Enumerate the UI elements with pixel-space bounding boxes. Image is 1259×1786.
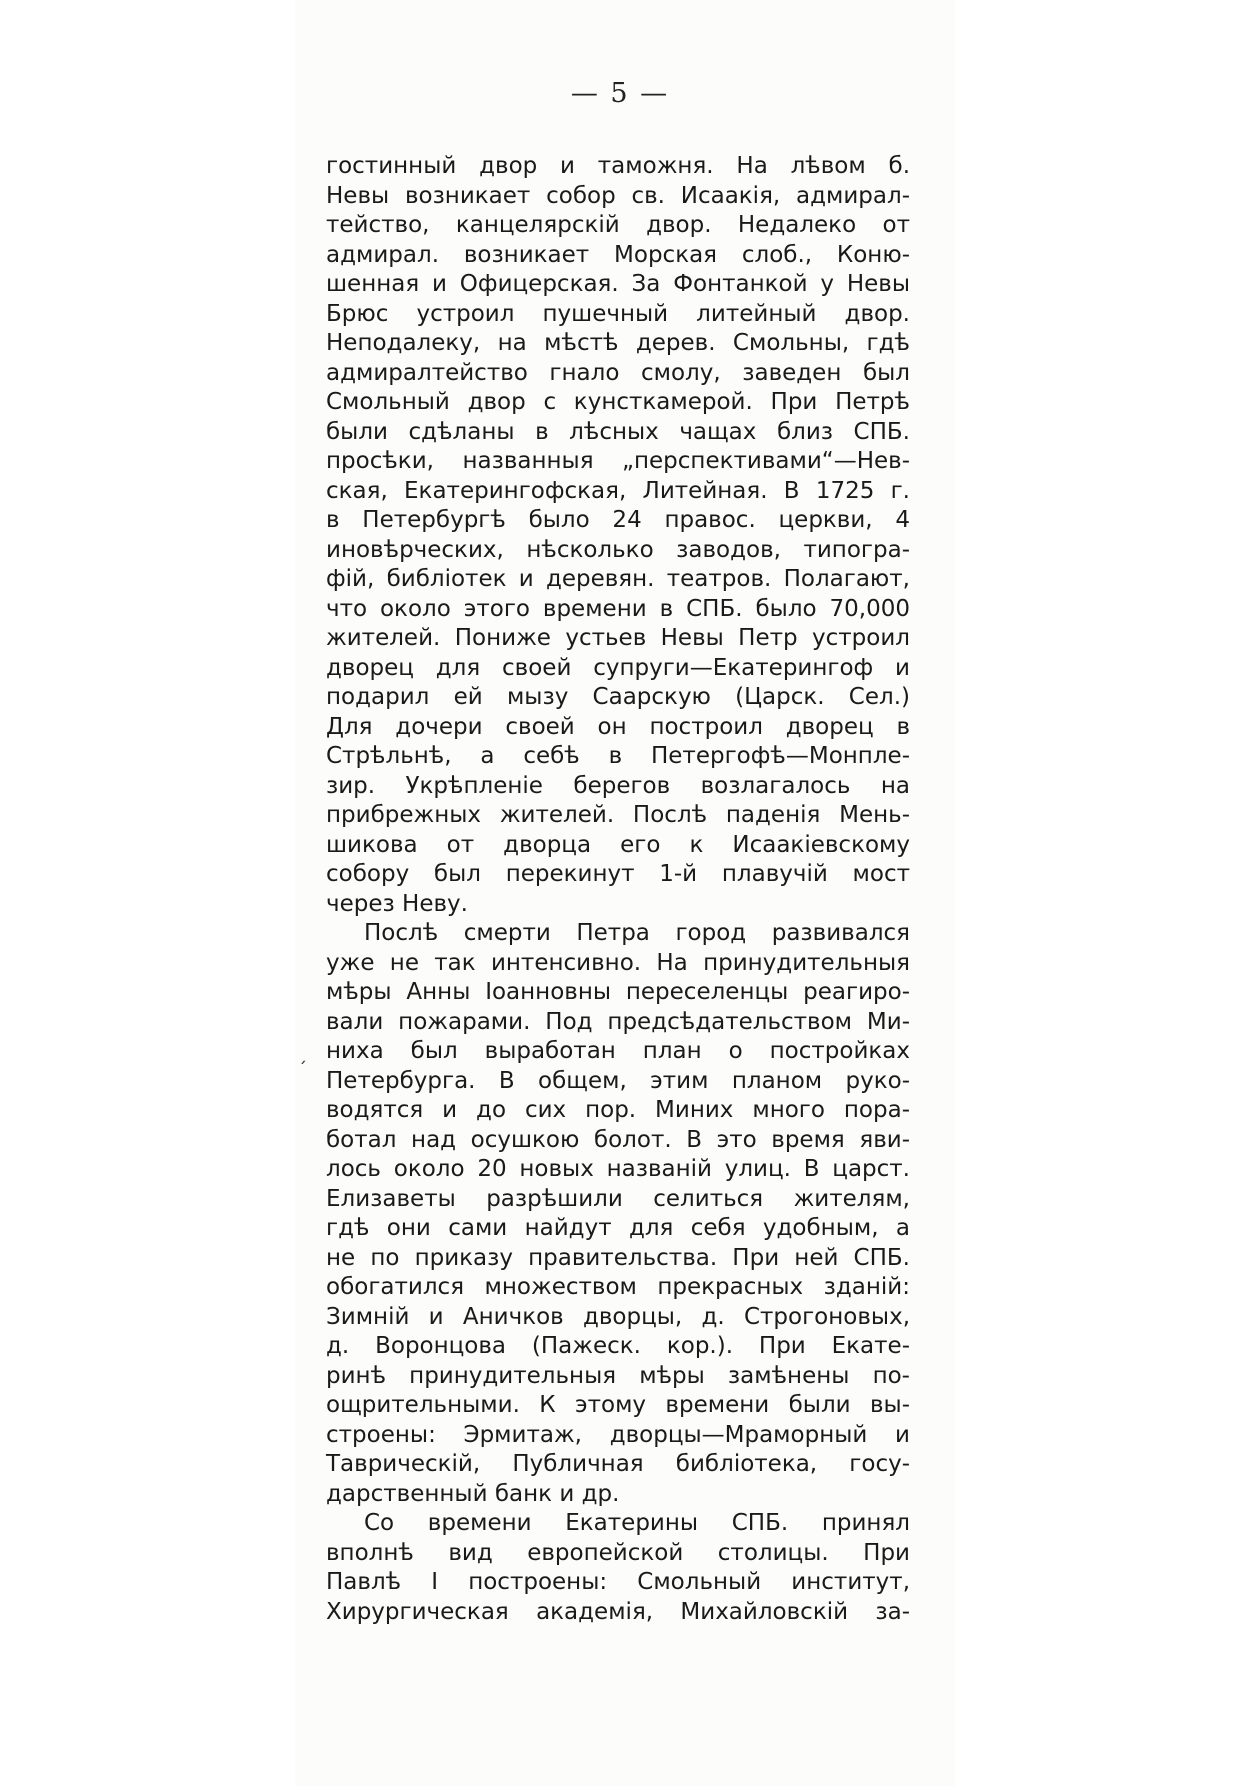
text-line: вполнѣ вид европейской столицы. При <box>326 1539 910 1566</box>
text-line: через Неву. <box>326 890 468 917</box>
margin-mark: ˏ <box>298 1044 307 1065</box>
text-line: Хирургическая академія, Михайловскій за- <box>326 1598 910 1625</box>
text-line: Зимній и Аничков дворцы, д. Строгоновых, <box>326 1303 910 1330</box>
text-line: шенная и Офицерская. За Фонтанкой у Невы <box>326 271 910 297</box>
text-line: Елизаветы разрѣшили селиться жителям, <box>326 1185 910 1212</box>
text-line: гостинный двор и таможня. На лѣвом б. <box>326 153 910 179</box>
paragraph-3 <box>326 1509 910 1627</box>
paragraph-1 <box>326 152 910 919</box>
text-line: Для дочери своей он построил дворец в <box>326 713 910 740</box>
text-line: вали пожарами. Под предсѣдательством Ми- <box>326 1008 910 1035</box>
text-line: Петербурга. В общем, этим планом руко- <box>326 1067 910 1094</box>
text-line: строены: Эрмитаж, дворцы—Мраморный и <box>326 1421 910 1448</box>
text-line: Неподалеку, на мѣстѣ дерев. Смольны, гдѣ <box>326 330 910 356</box>
text-line: ринѣ принудительныя мѣры замѣнены по- <box>326 1362 910 1389</box>
text-line: шикова от дворца его к Исаакіевскому <box>326 831 910 858</box>
text-column <box>326 152 910 1627</box>
text-line: мѣры Анны Іоанновны переселенцы реагиро- <box>326 979 910 1005</box>
text-line: ниха был выработан план о постройках <box>326 1038 910 1064</box>
text-line: Невы возникает собор св. Исаакія, адмирал- <box>326 182 910 209</box>
text-line: Со времени Екатерины СПБ. принял <box>364 1510 910 1536</box>
text-line: Павлѣ I построены: Смольный институт, <box>326 1569 910 1595</box>
text-line: просѣки, названныя „перспективами“—Нев- <box>326 448 910 474</box>
text-line: уже не так интенсивно. На принудительныя <box>326 949 910 976</box>
text-line: адмиралтейство гнало смолу, заведен был <box>326 359 910 386</box>
text-line: гдѣ они сами найдут для себя удобным, а <box>326 1215 910 1241</box>
text-line: Брюс устроил пушечный литейный двор. <box>326 300 910 327</box>
text-line: жителей. Пониже устьев Невы Петр устроил <box>326 625 910 651</box>
text-line: адмирал. возникает Морская слоб., Коню- <box>326 241 910 268</box>
text-line: Послѣ смерти Петра город развивался <box>364 920 910 946</box>
paragraph-2 <box>326 919 910 1509</box>
text-line: собору был перекинут 1-й плавучій мост <box>326 861 910 887</box>
text-line: зир. Укрѣпленіе берегов возлагалось на <box>326 772 910 799</box>
text-line: водятся и до сих пор. Миних много пора- <box>326 1097 910 1123</box>
text-line: лось около 20 новых названій улиц. В царст. <box>326 1156 910 1182</box>
text-line: обогатился множеством прекрасных зданій: <box>326 1274 910 1300</box>
text-line: Смольный двор с кунсткамерой. При Петрѣ <box>326 389 910 415</box>
text-line: д. Воронцова (Пажеск. кор.). При Екате- <box>326 1333 910 1359</box>
page-number-header: — 5 — <box>570 78 670 109</box>
text-line: подарил ей мызу Саарскую (Царск. Сел.) <box>326 684 910 710</box>
text-line: не по приказу правительства. При ней СПБ. <box>326 1244 910 1271</box>
text-line: что около этого времени в СПБ. было 70,000 <box>326 595 910 622</box>
text-line: Стрѣльнѣ, а себѣ в Петергофѣ—Монпле- <box>326 743 910 769</box>
text-line: ощрительными. К этому времени были вы- <box>326 1392 910 1418</box>
text-line: дарственный банк и др. <box>326 1480 620 1507</box>
text-line: дворец для своей супруги—Екатерингоф и <box>326 654 910 681</box>
text-line: ботал над осушкою болот. В это время яви- <box>326 1126 910 1153</box>
text-line: фій, библіотек и деревян. театров. Полагают, <box>326 566 910 592</box>
text-line: Таврическій, Публичная библіотека, госу- <box>326 1451 910 1477</box>
text-line: иновѣрческих, нѣсколько заводов, типогра- <box>326 536 910 563</box>
text-line: тейство, канцелярскій двор. Недалеко от <box>326 212 910 238</box>
text-line: прибрежных жителей. Послѣ паденія Мень- <box>326 802 910 828</box>
text-line: в Петербургѣ было 24 правос. церкви, 4 <box>326 507 910 533</box>
text-line: были сдѣланы в лѣсных чащах близ СПБ. <box>326 418 910 445</box>
text-line: ская, Екатерингофская, Литейная. В 1725 г. <box>326 477 910 504</box>
